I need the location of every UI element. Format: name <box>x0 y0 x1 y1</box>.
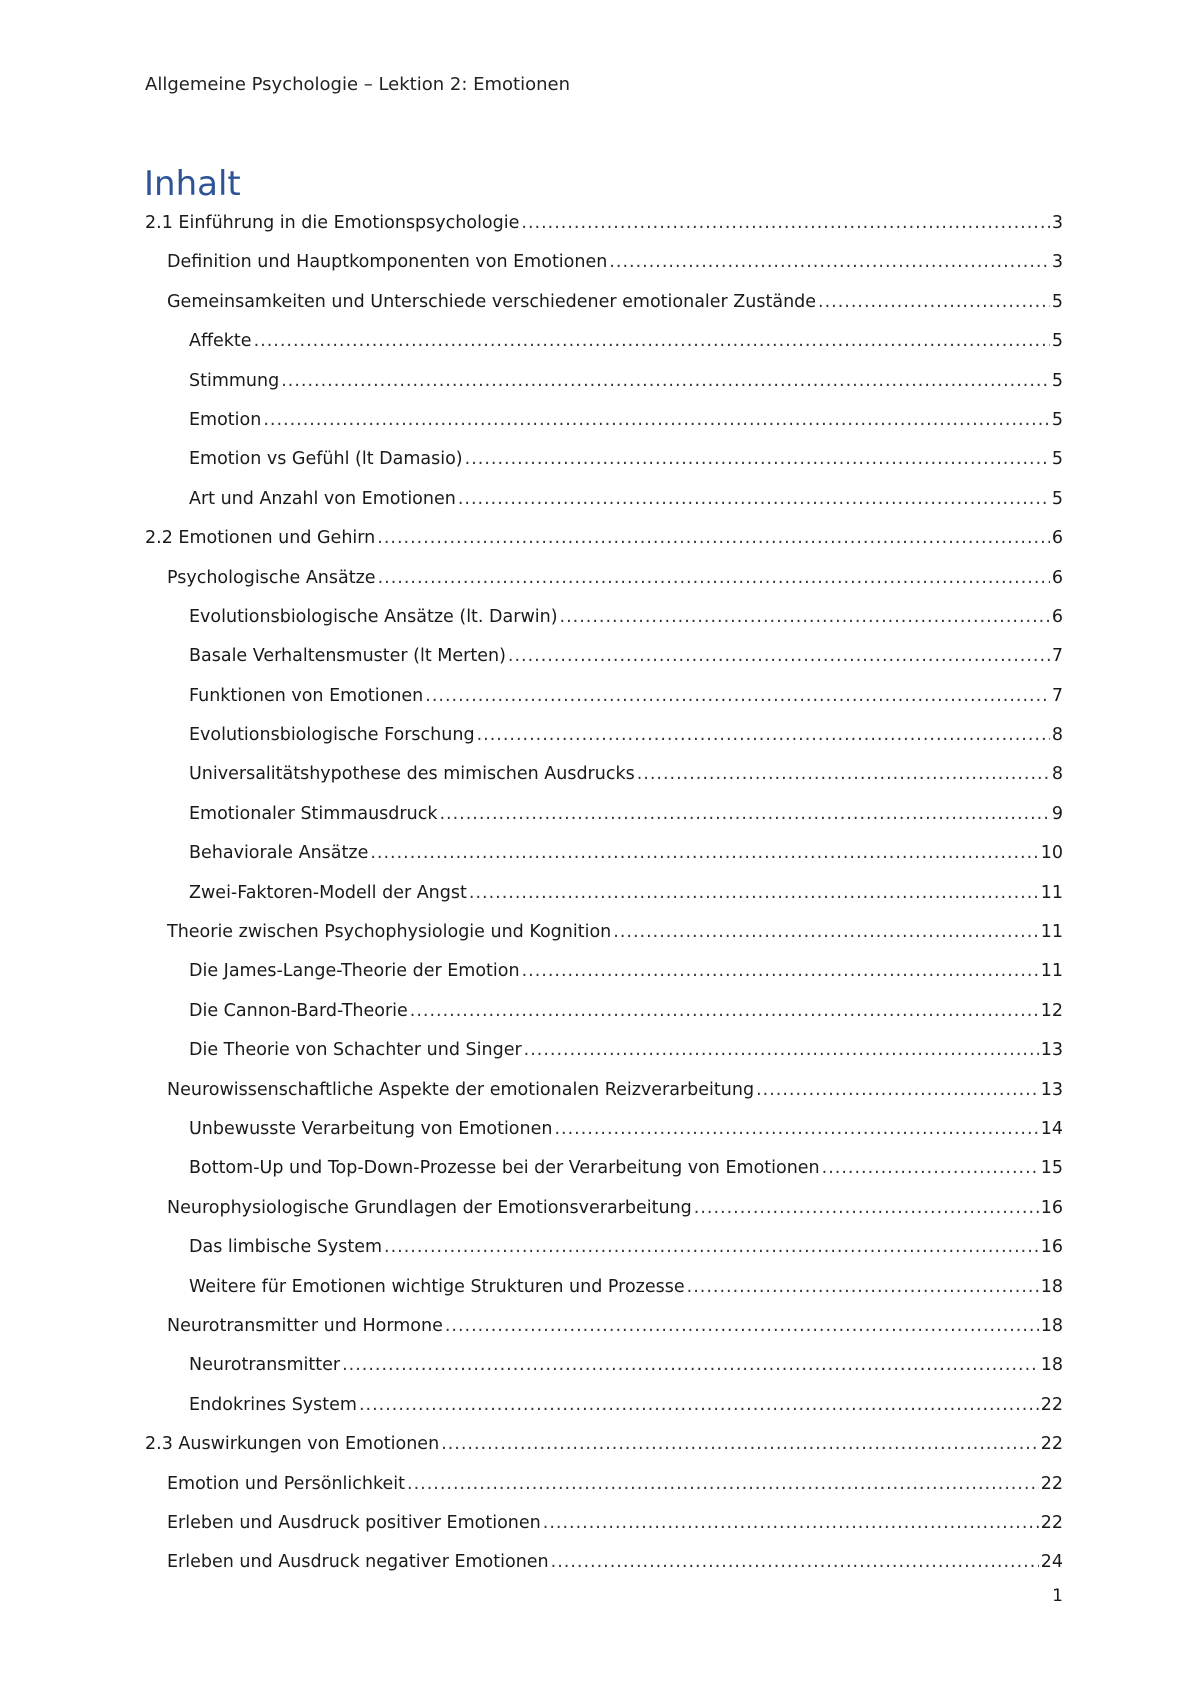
dot-leader <box>522 960 1039 982</box>
dot-leader <box>425 685 1050 707</box>
toc-entry[interactable] <box>145 763 1063 802</box>
toc-entry[interactable] <box>145 1315 1063 1354</box>
page-number: 1 <box>1052 1586 1063 1606</box>
toc-entry-page: 22 <box>1040 1473 1063 1494</box>
toc-entry-label: Erleben und Ausdruck positiver Emotionen <box>167 1512 541 1533</box>
toc-entry[interactable] <box>145 1079 1063 1118</box>
toc-entry-label: Weitere für Emotionen wichtige Strukturen und Prozesse <box>189 1276 685 1297</box>
toc-entry-page: 8 <box>1051 764 1063 785</box>
toc-entry[interactable] <box>145 1433 1063 1472</box>
toc-entry[interactable] <box>145 606 1063 645</box>
toc-entry[interactable] <box>145 1039 1063 1078</box>
toc-entry-page: 5 <box>1051 409 1063 430</box>
toc-entry-page: 5 <box>1051 291 1063 312</box>
dot-leader <box>281 370 1050 392</box>
toc-entry-label: Die Cannon-Bard-Theorie <box>189 1000 408 1021</box>
dot-leader <box>254 330 1050 352</box>
dot-leader <box>543 1512 1039 1534</box>
toc-entry-page: 5 <box>1051 370 1063 391</box>
toc-entry[interactable] <box>145 527 1063 566</box>
toc-entry-page: 18 <box>1040 1276 1063 1297</box>
toc-entry[interactable] <box>145 921 1063 960</box>
dot-leader <box>441 1433 1039 1455</box>
toc-entry[interactable] <box>145 1276 1063 1315</box>
dot-leader <box>521 212 1049 234</box>
toc-entry-page: 22 <box>1040 1394 1063 1415</box>
toc-entry-label: Die James-Lange-Theorie der Emotion <box>189 961 520 982</box>
dot-leader <box>378 567 1050 589</box>
toc-entry-page: 13 <box>1040 1079 1063 1100</box>
toc-entry[interactable] <box>145 803 1063 842</box>
toc-entry-label: 2.3 Auswirkungen von Emotionen <box>145 1434 440 1455</box>
dot-leader <box>469 882 1039 904</box>
toc-entry-page: 18 <box>1040 1355 1063 1376</box>
toc-entry[interactable] <box>145 291 1063 330</box>
toc-entry-page: 7 <box>1051 685 1063 706</box>
dot-leader <box>477 724 1050 746</box>
toc-entry[interactable] <box>145 1157 1063 1196</box>
toc-entry-page: 7 <box>1051 646 1063 667</box>
toc-entry-page: 5 <box>1051 488 1063 509</box>
dot-leader <box>342 1354 1039 1376</box>
toc-entry-page: 11 <box>1040 961 1063 982</box>
toc-entry-label: Evolutionsbiologische Ansätze (lt. Darwin) <box>189 606 558 627</box>
toc-entry[interactable] <box>145 724 1063 763</box>
dot-leader <box>551 1551 1039 1573</box>
toc-entry[interactable] <box>145 960 1063 999</box>
toc-entry[interactable] <box>145 488 1063 527</box>
dot-leader <box>439 803 1049 825</box>
toc-entry-label: Affekte <box>189 331 252 352</box>
toc-entry[interactable] <box>145 1118 1063 1157</box>
toc-entry-page: 22 <box>1040 1434 1063 1455</box>
toc-entry-page: 24 <box>1040 1552 1063 1573</box>
toc-entry-label: Bottom-Up und Top-Down-Prozesse bei der Verarbeitung von Emotionen <box>189 1158 820 1179</box>
toc-entry-page: 11 <box>1040 882 1063 903</box>
dot-leader <box>465 448 1050 470</box>
toc-entry-page: 3 <box>1051 213 1063 233</box>
toc-entry-label: Definition und Hauptkomponenten von Emotionen <box>167 252 608 273</box>
dot-leader <box>407 1473 1039 1495</box>
toc-entry-label: Neurotransmitter und Hormone <box>167 1315 443 1336</box>
toc-entry-page: 18 <box>1040 1315 1063 1336</box>
toc-entry[interactable] <box>145 685 1063 724</box>
toc-entry-label: Basale Verhaltensmuster (lt Merten) <box>189 646 506 667</box>
toc-entry[interactable] <box>145 1551 1063 1590</box>
toc-entry-label: Die Theorie von Schachter und Singer <box>189 1040 522 1061</box>
toc-title: Inhalt <box>144 164 241 204</box>
toc-entry[interactable] <box>145 212 1063 251</box>
dot-leader <box>370 842 1038 864</box>
toc-entry-page: 16 <box>1040 1197 1063 1218</box>
dot-leader <box>756 1079 1039 1101</box>
dot-leader <box>524 1039 1039 1061</box>
toc-entry-page: 15 <box>1040 1158 1063 1179</box>
toc-entry-label: Art und Anzahl von Emotionen <box>189 488 456 509</box>
dot-leader <box>445 1315 1039 1337</box>
toc-entry-page: 5 <box>1051 449 1063 470</box>
toc-entry-label: Das limbische System <box>189 1237 383 1258</box>
dot-leader <box>263 409 1050 431</box>
toc-entry-label: Endokrines System <box>189 1394 357 1415</box>
toc-entry[interactable] <box>145 1197 1063 1236</box>
dot-leader <box>687 1276 1039 1298</box>
dot-leader <box>458 488 1050 510</box>
toc-entry-page: 6 <box>1051 606 1063 627</box>
toc-entry-label: Behaviorale Ansätze <box>189 843 369 864</box>
toc-entry-label: Funktionen von Emotionen <box>189 685 424 706</box>
dot-leader <box>609 251 1050 273</box>
toc-entry-page: 11 <box>1040 922 1063 943</box>
toc-entry-page: 9 <box>1051 803 1063 824</box>
toc-entry[interactable] <box>145 1354 1063 1393</box>
toc-entry[interactable] <box>145 448 1063 487</box>
dot-leader <box>613 921 1038 943</box>
toc-entry[interactable] <box>145 1473 1063 1512</box>
toc-entry[interactable] <box>145 1000 1063 1039</box>
toc-entry-page: 6 <box>1051 528 1063 549</box>
table-of-contents <box>145 212 1063 1591</box>
dot-leader <box>359 1394 1039 1416</box>
toc-entry[interactable] <box>145 251 1063 290</box>
toc-entry-page: 22 <box>1040 1512 1063 1533</box>
toc-entry-label: Neurotransmitter <box>189 1355 341 1376</box>
toc-entry[interactable] <box>145 882 1063 921</box>
toc-entry[interactable] <box>145 1236 1063 1275</box>
toc-entry[interactable] <box>145 370 1063 409</box>
toc-entry-page: 14 <box>1040 1118 1063 1139</box>
toc-entry-label: 2.1 Einführung in die Emotionspsychologie <box>145 213 520 233</box>
toc-entry-label: Unbewusste Verarbeitung von Emotionen <box>189 1118 553 1139</box>
toc-entry[interactable] <box>145 330 1063 369</box>
dot-leader <box>554 1118 1038 1140</box>
toc-entry-label: Emotion vs Gefühl (lt Damasio) <box>189 449 463 470</box>
toc-entry-label: 2.2 Emotionen und Gehirn <box>145 528 376 549</box>
toc-entry-label: Zwei-Faktoren-Modell der Angst <box>189 882 467 903</box>
toc-entry-label: Gemeinsamkeiten und Unterschiede verschiedener emotionaler Zustände <box>167 291 817 312</box>
toc-entry-label: Emotionaler Stimmausdruck <box>189 803 438 824</box>
toc-entry-label: Erleben und Ausdruck negativer Emotionen <box>167 1552 549 1573</box>
toc-entry-page: 5 <box>1051 331 1063 352</box>
dot-leader <box>637 763 1050 785</box>
toc-entry[interactable] <box>145 645 1063 684</box>
toc-entry-page: 10 <box>1040 843 1063 864</box>
dot-leader <box>410 1000 1039 1022</box>
toc-entry-label: Stimmung <box>189 370 280 391</box>
toc-entry-page: 13 <box>1040 1040 1063 1061</box>
toc-entry-label: Neurowissenschaftliche Aspekte der emotionalen Reizverarbeitung <box>167 1079 755 1100</box>
toc-entry[interactable] <box>145 1512 1063 1551</box>
toc-entry-page: 3 <box>1051 252 1063 273</box>
dot-leader <box>560 606 1050 628</box>
toc-entry-page: 16 <box>1040 1237 1063 1258</box>
dot-leader <box>508 645 1050 667</box>
toc-entry-label: Universalitätshypothese des mimischen Ausdrucks <box>189 764 635 785</box>
dot-leader <box>377 527 1050 549</box>
toc-entry-label: Emotion <box>189 409 262 430</box>
dot-leader <box>822 1157 1039 1179</box>
toc-entry[interactable] <box>145 1394 1063 1433</box>
toc-entry-label: Neurophysiologische Grundlagen der Emotionsverarbeitung <box>167 1197 692 1218</box>
dot-leader <box>694 1197 1039 1219</box>
toc-entry-page: 6 <box>1051 567 1063 588</box>
toc-entry-page: 12 <box>1040 1000 1063 1021</box>
toc-entry-label: Psychologische Ansätze <box>167 567 376 588</box>
dot-leader <box>818 291 1050 313</box>
toc-entry[interactable] <box>145 409 1063 448</box>
toc-entry-label: Emotion und Persönlichkeit <box>167 1473 405 1494</box>
toc-entry-page: 8 <box>1051 725 1063 746</box>
dot-leader <box>384 1236 1039 1258</box>
toc-entry-label: Theorie zwischen Psychophysiologie und Kognition <box>167 922 612 943</box>
toc-entry[interactable] <box>145 842 1063 881</box>
toc-entry[interactable] <box>145 567 1063 606</box>
running-header: Allgemeine Psychologie – Lektion 2: Emotionen <box>145 74 571 95</box>
toc-entry-label: Evolutionsbiologische Forschung <box>189 725 475 746</box>
